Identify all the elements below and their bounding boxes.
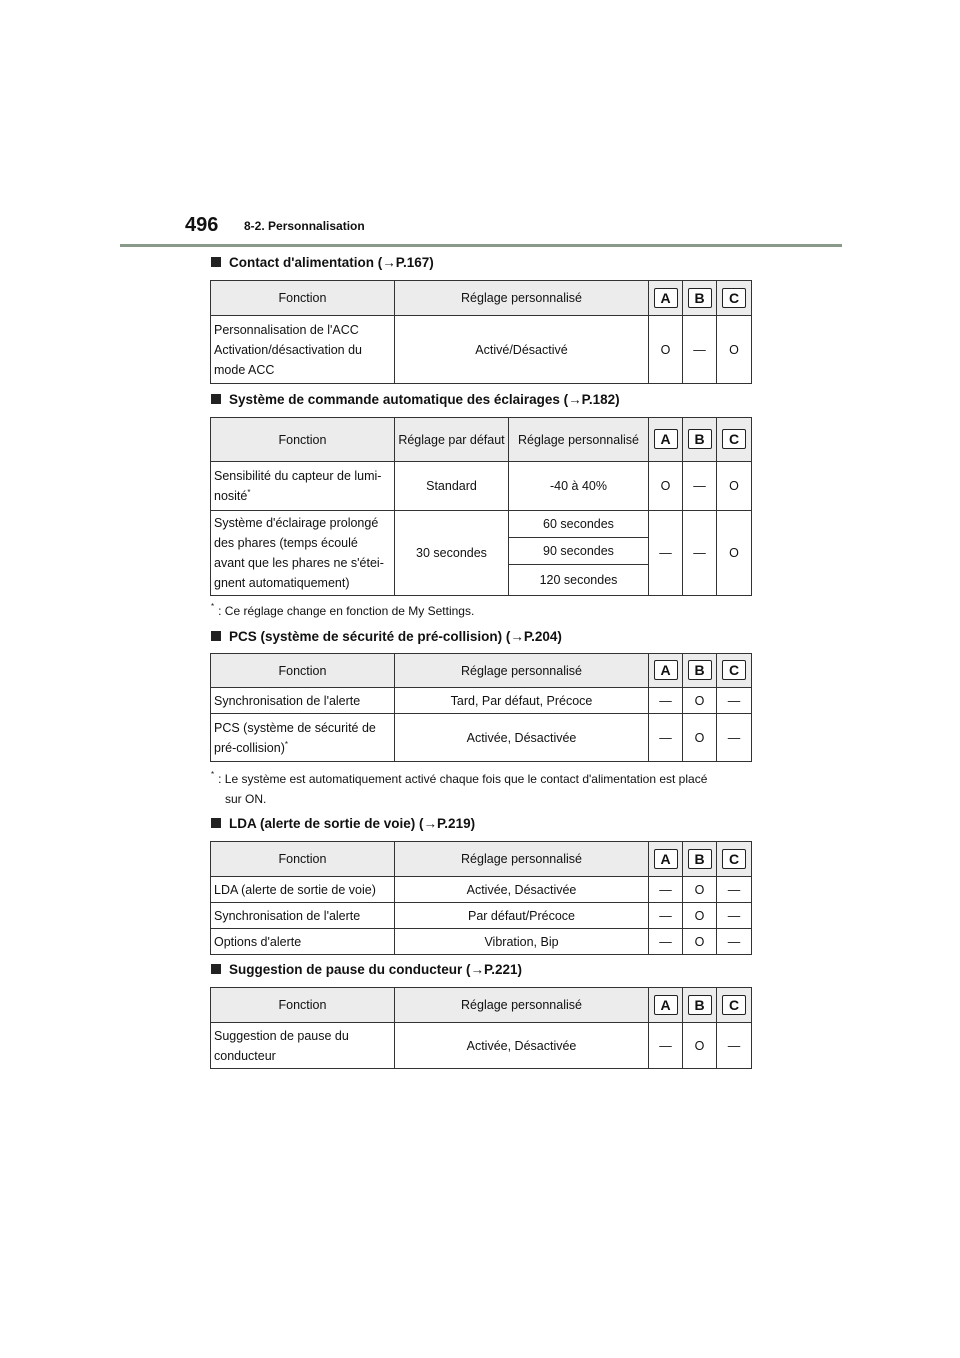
header-c [717,281,752,316]
table-row [211,903,752,929]
footnote-text-line-2: sur ON. [225,792,267,807]
cell-c: O [717,511,752,596]
cell-reglage-perso-2: 90 secondes [509,537,649,564]
cell-a: — [649,929,683,955]
cell-reglage-perso: Activée, Désactivée [395,1023,649,1069]
table-header-row [211,418,752,462]
header-c [717,988,752,1023]
a-badge: A [654,429,678,449]
cell-reglage-perso: Activée, Désactivée [395,714,649,762]
cell-b: O [683,688,717,714]
cell-a: — [649,1023,683,1069]
table-suggestion-pause [210,987,752,1069]
cell-a: — [649,511,683,596]
footnote-star: * [211,770,215,779]
table-contact-alimentation [210,280,752,384]
c-badge: C [722,849,746,869]
header-reglage-defaut: Réglage par défaut [395,418,509,462]
fonction-text: Sensibilité du capteur de lumi-nosité [214,469,382,503]
header-fonction: Fonction [211,988,395,1023]
table-header-row [211,654,752,688]
header-c [717,654,752,688]
cell-fonction: Système d'éclairage prolongé des phares (temps écoulé avant que les phares ne s'étei-gnent automatiquement) [211,511,395,596]
heading-suggestion-pause [211,962,522,977]
square-bullet-icon [211,257,221,267]
header-b [683,281,717,316]
table-row [211,511,752,538]
cell-a: — [649,903,683,929]
footnote-star: * [211,602,215,611]
cell-fonction: Synchronisation de l'alerte [211,688,395,714]
cell-a: O [649,462,683,511]
cell-fonction [211,316,395,384]
header-b [683,842,717,877]
header-reglage-perso: Réglage personnalisé [509,418,649,462]
cell-c: — [717,1023,752,1069]
square-bullet-icon [211,631,221,641]
cell-b: — [683,462,717,511]
square-bullet-icon [211,394,221,404]
cell-c: O [717,462,752,511]
header-fonction: Fonction [211,842,395,877]
cell-reglage-perso: -40 à 40% [509,462,649,511]
c-badge: C [722,995,746,1015]
header-b [683,418,717,462]
cell-b: O [683,929,717,955]
heading-text: Suggestion de pause du conducteur (→P.221) [229,962,523,977]
footnote-my-settings: * : Ce réglage change en fonction de My Settings. [211,602,475,618]
header-fonction: Fonction [211,654,395,688]
header-c [717,842,752,877]
heading-text: PCS (système de sécurité de pré-collision) (→P.204) [229,629,562,644]
cell-reglage-perso-3: 120 secondes [509,564,649,595]
table-row [211,929,752,955]
square-bullet-icon [211,964,221,974]
section-title: 8-2. Personnalisation [244,219,365,233]
cell-reglage-perso: Vibration, Bip [395,929,649,955]
cell-reglage-perso: Par défaut/Précoce [395,903,649,929]
cell-c: — [717,714,752,762]
header-b [683,988,717,1023]
header-a [649,418,683,462]
a-badge: A [654,849,678,869]
cell-b: — [683,511,717,596]
table-row [211,688,752,714]
heading-pcs [211,629,562,644]
heading-lda [211,816,475,831]
footnote-star: * [284,739,288,749]
cell-b: — [683,316,717,384]
table-lda [210,841,752,955]
b-badge: B [688,995,712,1015]
cell-b: O [683,714,717,762]
footnote-text-line-1: Le système est automatiquement activé chaque fois que le contact d'alimentation est placé [224,772,708,786]
header-rule [120,244,842,247]
heading-contact-alimentation [211,255,434,270]
table-commande-eclairages [210,417,752,596]
table-header-row [211,281,752,316]
b-badge: B [688,288,712,308]
cell-fonction: Suggestion de pause du conducteur [211,1023,395,1069]
cell-c: O [717,316,752,384]
cell-reglage-perso-1: 60 secondes [509,511,649,538]
header-fonction: Fonction [211,281,395,316]
table-row [211,462,752,511]
cell-reglage-perso: Activée, Désactivée [395,877,649,903]
cell-reglage-defaut: Standard [395,462,509,511]
cell-a: — [649,714,683,762]
cell-fonction: Synchronisation de l'alerte [211,903,395,929]
table-header-row [211,988,752,1023]
cell-c: — [717,929,752,955]
footnote-star: * [247,487,251,497]
b-badge: B [688,849,712,869]
cell-fonction: Options d'alerte [211,929,395,955]
header-a [649,988,683,1023]
table-row [211,1023,752,1069]
header-reglage-perso: Réglage personnalisé [395,281,649,316]
fonction-line-1: Personnalisation de l'ACC [214,322,359,337]
a-badge: A [654,660,678,680]
table-header-row [211,842,752,877]
table-row [211,316,752,384]
cell-reglage-perso: Tard, Par défaut, Précoce [395,688,649,714]
header-a [649,842,683,877]
cell-b: O [683,903,717,929]
heading-text: Contact d'alimentation (→P.167) [229,255,434,270]
c-badge: C [722,288,746,308]
cell-c: — [717,903,752,929]
a-badge: A [654,995,678,1015]
table-pcs [210,653,752,762]
cell-a: — [649,877,683,903]
heading-text: LDA (alerte de sortie de voie) (→P.219) [229,816,476,831]
cell-fonction [211,714,395,762]
cell-b: O [683,1023,717,1069]
page-number: 496 [185,214,219,236]
fonction-text: PCS (système de sécurité de pré-collision) [214,720,376,755]
b-badge: B [688,429,712,449]
c-badge: C [722,429,746,449]
cell-fonction: LDA (alerte de sortie de voie) [211,877,395,903]
header-fonction: Fonction [211,418,395,462]
table-row [211,877,752,903]
footnote-text: Ce réglage change en fonction de My Settings. [224,604,475,618]
b-badge: B [688,660,712,680]
header-reglage-perso: Réglage personnalisé [395,988,649,1023]
header-b [683,654,717,688]
cell-a: O [649,316,683,384]
c-badge: C [722,660,746,680]
heading-commande-eclairages [211,392,620,407]
cell-b: O [683,877,717,903]
cell-a: — [649,688,683,714]
footnote-pcs: * : Le système est automatiquement activé chaque fois que le contact d'alimentation est placé sur ON. [211,768,707,810]
table-row [211,714,752,762]
header-a [649,654,683,688]
header-c [717,418,752,462]
cell-c: — [717,877,752,903]
heading-text: Système de commande automatique des éclairages (→P.182) [229,392,620,407]
cell-c: — [717,688,752,714]
fonction-line-2: Activation/désactivation du mode ACC [214,342,363,377]
cell-fonction [211,462,395,511]
cell-reglage-perso: Activé/Désactivé [395,316,649,384]
header-reglage-perso: Réglage personnalisé [395,654,649,688]
cell-reglage-defaut: 30 secondes [395,511,509,596]
header-a [649,281,683,316]
a-badge: A [654,288,678,308]
header-reglage-perso: Réglage personnalisé [395,842,649,877]
square-bullet-icon [211,818,221,828]
